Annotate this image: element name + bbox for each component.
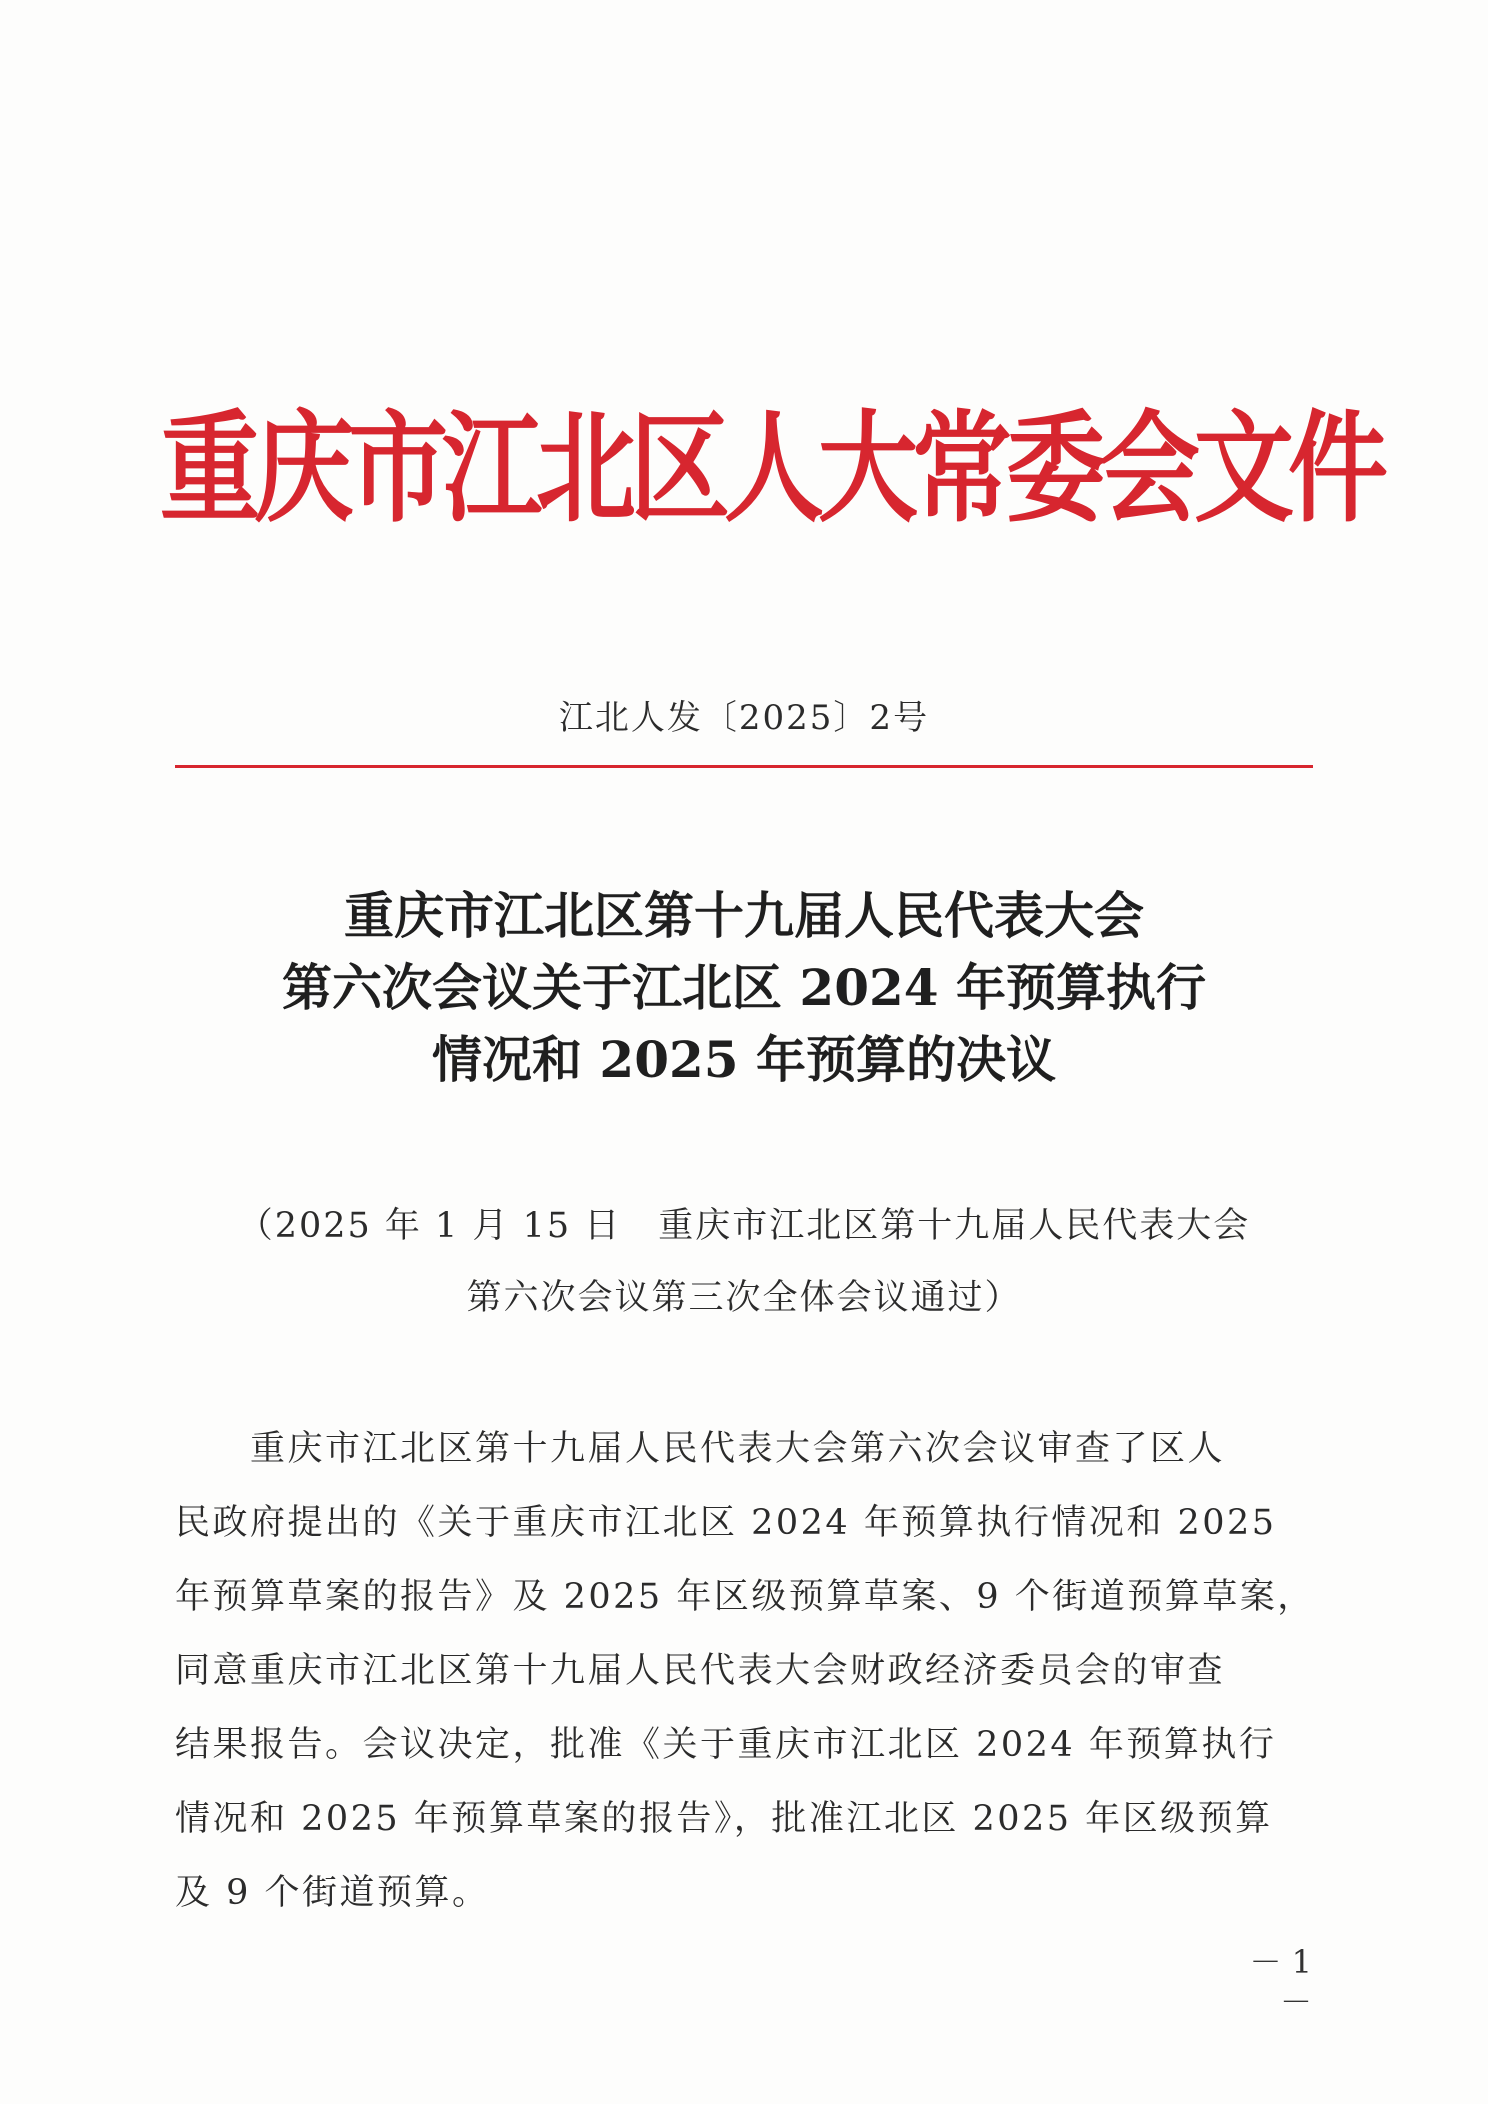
- title-line: 情况和 2025 年预算的决议: [432, 1030, 1056, 1089]
- body-line: 情况和 2025 年预算草案的报告》，批准江北区 2025 年区级预算: [175, 1799, 1273, 1839]
- title-line: 第六次会议关于江北区 2024 年预算执行: [282, 958, 1206, 1017]
- body-line: 同意重庆市江北区第十九届人民代表大会财政经济委员会的审查: [175, 1651, 1226, 1691]
- title-line: 重庆市江北区第十九届人民代表大会: [344, 886, 1144, 945]
- page-number: － 1 －: [1249, 1943, 1312, 2021]
- body-line: 年预算草案的报告》及 2025 年区级预算草案、9 个街道预算草案，: [175, 1577, 1315, 1617]
- document-title: [0, 880, 1488, 1096]
- document-number: 江北人发〔2025〕2号: [558, 698, 930, 738]
- red-divider-line: [175, 765, 1313, 768]
- adoption-note: [0, 1190, 1488, 1334]
- body-line: 重庆市江北区第十九届人民代表大会第六次会议审查了区人: [175, 1429, 1226, 1469]
- body-line: 民政府提出的《关于重庆市江北区 2024 年预算执行情况和 2025: [175, 1503, 1277, 1543]
- body-paragraph: [175, 1412, 1315, 1930]
- masthead-title: 重庆市江北区人大常委会文件: [160, 398, 1382, 539]
- adoption-note-line: 第六次会议第三次全体会议通过）: [466, 1278, 1022, 1318]
- adoption-note-line: （2025 年 1 月 15 日 重庆市江北区第十九届人民代表大会: [237, 1206, 1251, 1246]
- body-line: 结果报告。会议决定，批准《关于重庆市江北区 2024 年预算执行: [175, 1725, 1277, 1765]
- body-line: 及 9 个街道预算。: [175, 1873, 490, 1913]
